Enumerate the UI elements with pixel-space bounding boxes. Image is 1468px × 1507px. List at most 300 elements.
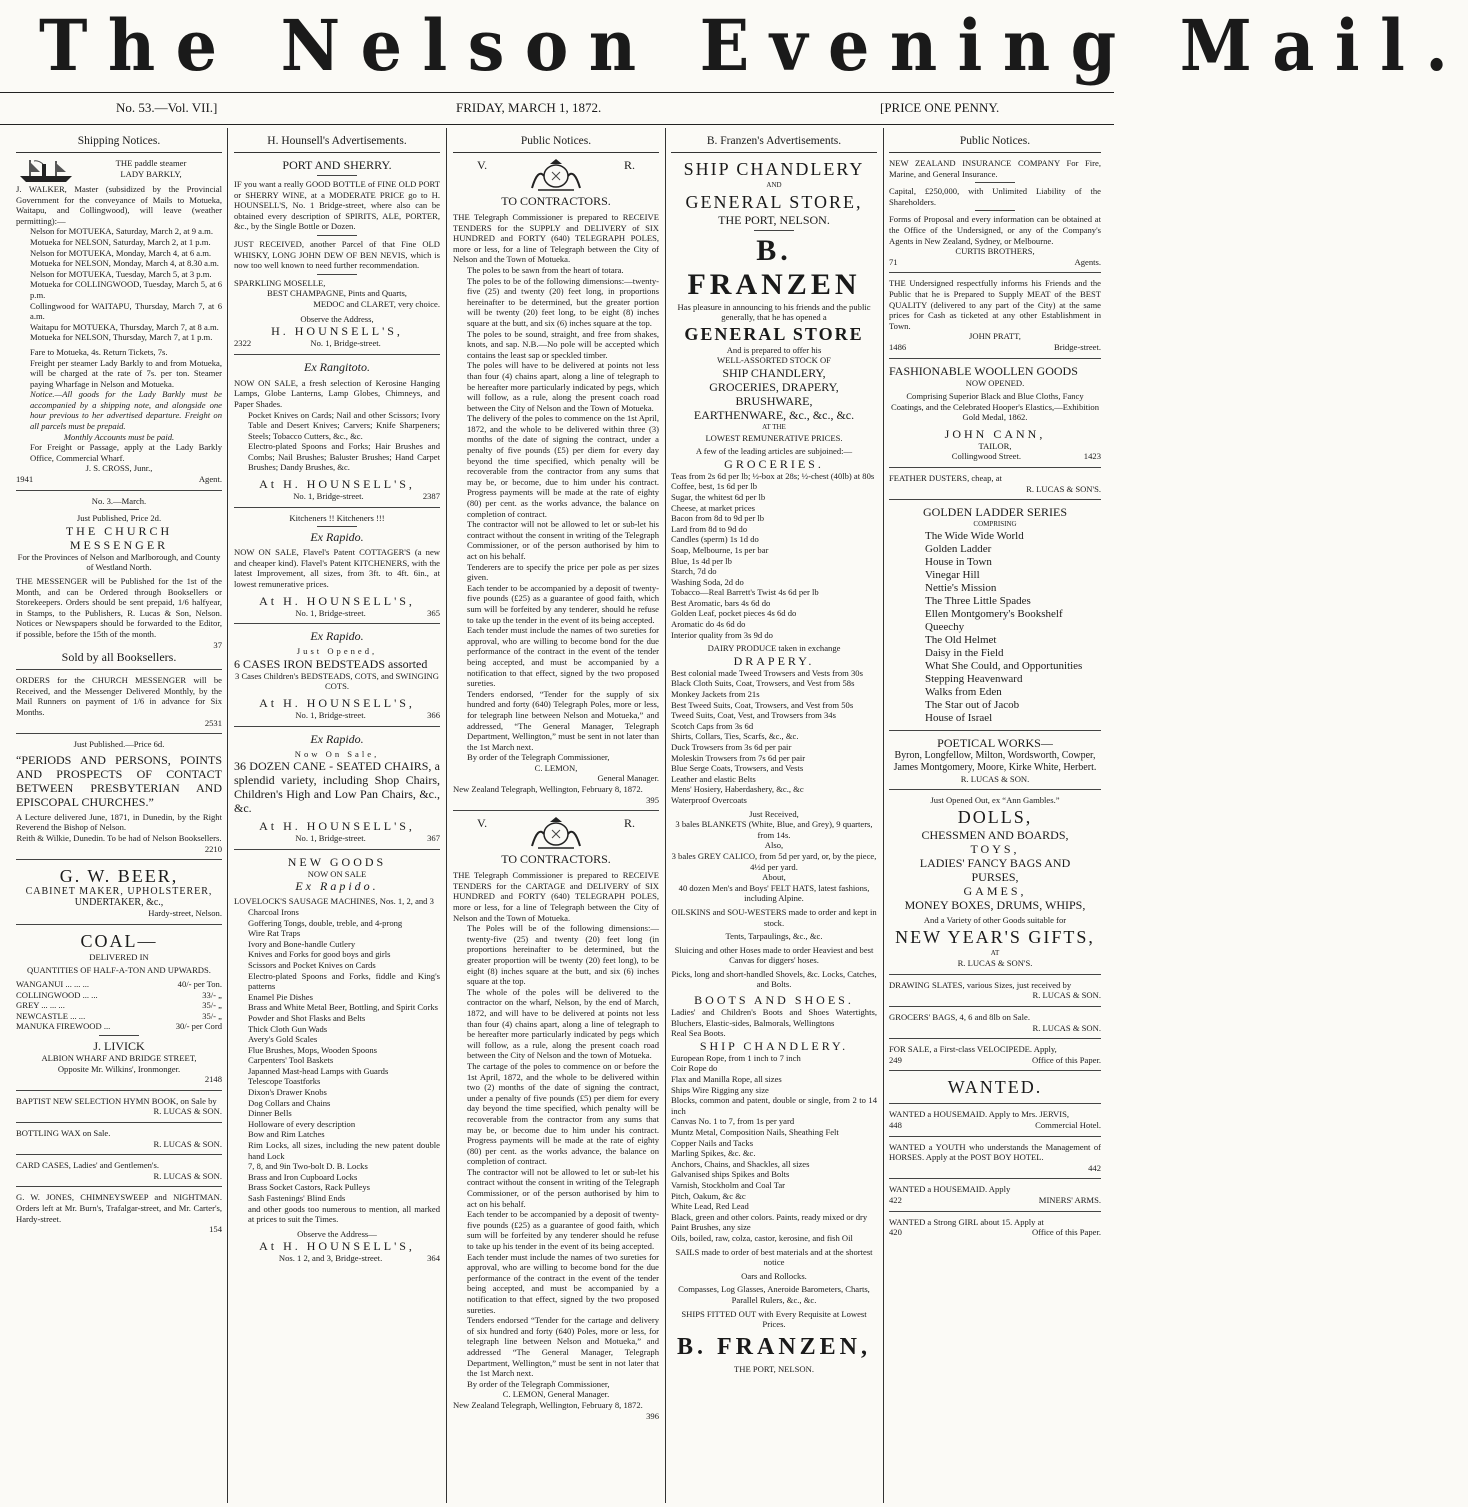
divider bbox=[889, 1211, 1101, 1212]
chandlery-item: Paint Brushes, any size bbox=[671, 1222, 751, 1233]
baptist-body: BAPTIST NEW SELECTION HYMN BOOK, on Sale by bbox=[16, 1095, 217, 1106]
port-sherry-ad bbox=[234, 158, 440, 349]
at-the: AT THE bbox=[762, 422, 786, 431]
section-heading: Public Notices. bbox=[889, 128, 1101, 153]
grocery-item: Blue, 1s 4d per lb bbox=[671, 555, 732, 566]
divider bbox=[889, 1038, 1101, 1039]
divider bbox=[99, 509, 139, 510]
address: Nos. 1 2, and 3, Bridge-street. bbox=[278, 1253, 383, 1264]
variety: And a Variety of other Goods suitable for bbox=[923, 915, 1067, 926]
about: About, bbox=[762, 872, 786, 883]
ladder-item: Nettie's Mission bbox=[925, 581, 997, 594]
blankets: 3 bales BLANKETS (White, Blue, and Grey), 9 quarters, from 14s. bbox=[675, 819, 873, 840]
sailing: Nelson for MOTUEKA, Tuesday, March 5, at 3 p.m. bbox=[30, 268, 212, 279]
goods-item: Electro-plated Spoons and Forks, fiddle and King's patterns bbox=[248, 970, 440, 992]
divider bbox=[16, 924, 222, 925]
divider bbox=[317, 526, 357, 527]
chandlery-item: Anchors, Chains, and Shackles, all sizes bbox=[671, 1158, 810, 1169]
ship-name: Ex Rapido. bbox=[310, 530, 364, 545]
cann-name: JOHN CANN, bbox=[944, 426, 1046, 441]
wanted-ad: WANTED a HOUSEMAID. Apply to Mrs. JERVIS, bbox=[889, 1109, 1070, 1120]
cards-ad bbox=[16, 1160, 222, 1181]
boots-heading: BOOTS AND SHOES. bbox=[694, 993, 854, 1008]
grocery-item: Coffee, best, 1s 6d per lb bbox=[671, 481, 758, 492]
ad-number: 366 bbox=[427, 710, 440, 720]
grocery-item: Interior quality from 3s 9d do bbox=[671, 629, 773, 640]
sea-boots: Real Sea Boots. bbox=[671, 1028, 726, 1039]
drapery-item: Best Tweed Suits, Coat, Trowsers, and Vest from 50s bbox=[671, 699, 854, 710]
notice: Notice.—All goods for the Lady Barkly must be accompanied by a shipping note, and alongside one hour previous to her advertised departure. Freight on all parcels must be prepaid. bbox=[30, 389, 222, 432]
steamer-lead: THE paddle steamer bbox=[115, 158, 187, 168]
tender-supply-ad bbox=[453, 158, 659, 805]
franzen-ad bbox=[671, 158, 877, 1374]
poetical-title: POETICAL WORKS— bbox=[937, 735, 1053, 750]
goods-item: Dixon's Drawer Knobs bbox=[248, 1087, 327, 1098]
boots-body: Ladies' and Children's Boots and Shoes Watertights, Bluchers, Elastic-sides, Balmorals, Wellingtons bbox=[671, 1007, 877, 1028]
church-for: For the Provinces of Nelson and Marlborough, and County of Westland North. bbox=[17, 551, 221, 573]
grocery-item: Golden Leaf, pocket pieces 4s 6d do bbox=[671, 608, 797, 619]
tender-cartage-ad bbox=[453, 816, 659, 1421]
goods-item: and other goods too numerous to mention, all marked at prices to suit the Times. bbox=[248, 1203, 440, 1225]
coal-ad bbox=[16, 930, 222, 1085]
goods-item: Enamel Pie Dishes bbox=[248, 991, 313, 1002]
chandlery-item: Marling Spikes, &c. &c. bbox=[671, 1148, 756, 1159]
poets-seller: R. LUCAS & SON. bbox=[960, 773, 1030, 784]
divider bbox=[889, 467, 1101, 468]
divider bbox=[16, 669, 222, 670]
ladder-item: The Wide Wide World bbox=[925, 529, 1024, 542]
ad-number: 37 bbox=[213, 639, 222, 650]
ladder-item: The Star out of Jacob bbox=[925, 698, 1020, 711]
goods-item: Goffering Tongs, double, treble, and 4-prong bbox=[248, 917, 403, 928]
grocery-item: Starch, 7d do bbox=[671, 566, 717, 577]
divider bbox=[234, 726, 440, 727]
tender-role: General Manager. bbox=[597, 773, 659, 784]
column-rule bbox=[227, 128, 228, 1503]
tender-body: THE Telegraph Commissioner is prepared to RECEIVE TENDERS for the SUPPLY and DELIVERY of SIX HUNDRED and FORTY (640) TELEGRAPH POLES, more or less, for a line of Telegraph between the City of Nelson and the Town of Motueka. bbox=[453, 212, 659, 265]
tender-order: By order of the Telegraph Commissioner, bbox=[467, 752, 610, 763]
drapery-item: Mens' Hosiery, Haberdashery, &c., &c bbox=[671, 784, 804, 795]
port-body: IF you want a really GOOD BOTTLE of FINE OLD PORT or SHERRY WINE, at a MODERATE PRICE go to H. HOUNSELL'S, No. 1 Bridge-street, where also can be obtained every description of SPIRITS, ALE, PORTER, &c., by the Single Bottle or Dozen. bbox=[234, 179, 440, 232]
poetical-ad bbox=[889, 736, 1101, 785]
ladder-item: The Old Helmet bbox=[925, 633, 997, 646]
drapery-item: Blue Serge Coats, Trowsers, and Vests bbox=[671, 763, 804, 774]
ad-number: 442 bbox=[1088, 1162, 1101, 1173]
ad-number: 420 bbox=[889, 1227, 902, 1238]
cots-body: 3 Cases Children's BEDSTEADS, COTS, and SWINGING COTS. bbox=[235, 670, 439, 692]
franzen-name: B. FRANZEN bbox=[687, 233, 861, 301]
coal-price-row: MANUKA FIREWOOD ... 30/- per Cord bbox=[16, 1021, 222, 1032]
divider bbox=[889, 730, 1101, 731]
ad-number: 2148 bbox=[204, 1074, 222, 1085]
sailing: Motueka for COLLINGWOOD, Tuesday, March 5, at 6 p.m. bbox=[30, 279, 222, 300]
tender-para: Each tender to be accompanied by a deposit of twenty-five pounds (£25) as a guarantee of good faith, which sum will be forfeited by any tenderer should he refuse to take up his tender in the event of its being accepted. bbox=[467, 1209, 659, 1252]
grocers-seller: R. LUCAS & SON. bbox=[1032, 1022, 1101, 1033]
goods-item: Rim Locks, all sizes, including the new patent double hand Lock bbox=[248, 1140, 440, 1161]
drapery-list bbox=[671, 668, 877, 806]
livick-address: ALBION WHARF AND BRIDGE STREET, bbox=[41, 1053, 197, 1064]
groceries-heading: GROCERIES. bbox=[724, 456, 824, 471]
wanted-address: Office of this Paper. bbox=[1031, 1227, 1101, 1238]
kitcheners-ad bbox=[234, 513, 440, 619]
games: GAMES, bbox=[963, 884, 1027, 899]
sailing: Motueka for NELSON, Monday, March 4, at 8.30 a.m. bbox=[30, 258, 219, 269]
chairs-ad bbox=[234, 732, 440, 844]
tender-para: The delivery of the poles to commence on the 1st April, 1872, and the whole to be delivered within three (3) months of the date of signing the contract, under a penalty of five pounds (£5) per diem for every day beyond the time specified, which penalty will be recoverable from the contractor from any sums that may be, or become, due to him under his contract. Progress payments will be made at the rate of eighty (80) per cent. as the works advance, the balance on completion of contract. bbox=[467, 413, 659, 519]
baptist-ad bbox=[16, 1096, 222, 1117]
feather-body: FEATHER DUSTERS, cheap, at bbox=[889, 473, 1002, 484]
insurance-forms: Forms of Proposal and every information can be obtained at the Office of the Undersigned, or any of the Company's Agents in New Zealand, Sydney, or Melbourne. bbox=[889, 214, 1101, 246]
grocery-list bbox=[671, 471, 877, 641]
ad-number: 2531 bbox=[204, 717, 222, 728]
chandlery-item: Galvanised ships Spikes and Bolts bbox=[671, 1169, 790, 1180]
ad-number: 422 bbox=[889, 1194, 902, 1205]
pleasure: Has pleasure in announcing to his friends and the public generally, that he has opened a bbox=[677, 301, 871, 323]
bottling-ad bbox=[16, 1128, 222, 1149]
tender-place: New Zealand Telegraph, Wellington, February 8, 1872. bbox=[453, 784, 643, 795]
ladder-item: The Three Little Spades bbox=[925, 594, 1031, 607]
pratt-body: THE Undersigned respectfully informs his Friends and the Public that he is Prepared to Supply MEAT of the BEST QUALITY (delivered to any part of the City) at the same prices for Cash as ticketed at any other Establishment in Town. bbox=[889, 278, 1101, 331]
ad-number: 249 bbox=[889, 1054, 902, 1065]
ship-chandlery-title: SHIP CHANDLERY bbox=[683, 159, 865, 179]
divider bbox=[453, 810, 659, 811]
ad-number: 364 bbox=[427, 1253, 440, 1264]
chandlery-item: Canvas No. 1 to 7, from 1s per yard bbox=[671, 1116, 795, 1127]
ladder-list bbox=[889, 530, 1101, 725]
tender-signatory: C. LEMON, General Manager. bbox=[502, 1389, 610, 1400]
hounsell-name: At H. HOUNSELL'S, bbox=[259, 696, 415, 710]
gifts-seller: R. LUCAS & SON'S. bbox=[957, 958, 1033, 969]
hounsell-name: H. HOUNSELL'S, bbox=[271, 324, 403, 339]
periods-ad bbox=[16, 739, 222, 854]
apply: For Freight or Passage, apply at the Lady Barkly Office, Commercial Wharf. bbox=[30, 442, 222, 463]
gifts-title: NEW YEAR'S GIFTS, bbox=[895, 926, 1095, 947]
moselle: SPARKLING MOSELLE, bbox=[234, 277, 326, 288]
chandlery-item: Oils, boiled, raw, colza, castor, kerosine, and fish Oil bbox=[671, 1232, 853, 1243]
divider bbox=[889, 358, 1101, 359]
grocery-item: Best Aromatic, bars 4s 6d do bbox=[671, 597, 771, 608]
jones-ad bbox=[16, 1192, 222, 1234]
spoons-body: Electro-plated Spoons and Forks; Hair Brushes and Combs; Nail Brushes; Baluster Brushes; Hand Carpet Brushes; Dandy Brushes, &c. bbox=[248, 441, 440, 473]
chandlery-heading: SHIP CHANDLERY. bbox=[699, 1038, 849, 1053]
grocers-bags-ad bbox=[889, 1012, 1101, 1033]
sails: SAILS made to order of best materials and at the shortest notice bbox=[675, 1246, 873, 1268]
hounsell-name: At H. HOUNSELL'S, bbox=[259, 593, 415, 608]
purses: PURSES, bbox=[971, 870, 1019, 885]
coal-sub: DELIVERED IN bbox=[89, 951, 149, 962]
church-messenger-ad bbox=[16, 496, 222, 665]
tender-para: The cartage of the poles to commence on or before the 1st April, 1872, and the whole to be delivered within two (2) months of the date of signing the contract, under a penalty of five pounds (£5) per diem for every day beyond the time specified, which penalty will be recoverable from the contractor from any sums that may be, or become due to him under his contract. Progress payments will be made at the rate of eighty (80) per cent. as the works advance, the balance on completion of contract. bbox=[467, 1060, 659, 1167]
ad-number: 396 bbox=[646, 1410, 659, 1421]
bedsteads-ad bbox=[234, 629, 440, 720]
goods-item: Ivory and Bone-handle Cutlery bbox=[248, 938, 356, 949]
drapery-item: Monkey Jackets from 21s bbox=[671, 689, 760, 700]
church-number: No. 3.—March. bbox=[91, 495, 147, 506]
velocipede-body: FOR SALE, a First-class VELOCIPEDE. Apply, bbox=[889, 1044, 1057, 1055]
bags: LADIES' FANCY BAGS AND bbox=[919, 856, 1071, 871]
drapery-item: Duck Trowsers from 3s 6d per pair bbox=[671, 742, 792, 752]
ship-name: Ex Rapido. bbox=[295, 879, 379, 894]
lovelock-body: LOVELOCK'S SAUSAGE MACHINES, Nos. 1, 2, and 3 bbox=[234, 896, 434, 907]
tender-para: The poles to be sawn from the heart of totara. bbox=[467, 264, 624, 275]
grocery-item: Washing Soda, 2d do bbox=[671, 576, 744, 587]
divider bbox=[889, 1136, 1101, 1137]
ladder-item: House of Israel bbox=[925, 711, 993, 724]
goods-list bbox=[234, 907, 440, 1225]
chandlery-item: Muntz Metal, Composition Nails, Sheathing Felt bbox=[671, 1127, 839, 1137]
address: No. 1, Bridge-street. bbox=[310, 338, 381, 349]
steamer-body: J. WALKER, Master (subsidized by the Provincial Government for the conveyance of Mails to Motueka, Waitapu, and Collingwood), will leave (weather permitting):— bbox=[16, 184, 222, 226]
divider bbox=[975, 182, 1015, 183]
insurance-title: NEW ZEALAND INSURANCE COMPANY For Fire, Marine, and General Insurance. bbox=[889, 158, 1101, 179]
vr-v: V. bbox=[477, 816, 488, 831]
ad-number: 71 bbox=[889, 256, 898, 267]
grocery-item: Bacon from 8d to 9d per lb bbox=[671, 513, 765, 524]
column-rule bbox=[446, 128, 447, 1503]
goods-item: Powder and Shot Flasks and Belts bbox=[248, 1012, 366, 1023]
sailing: Nelson for MOTUEKA, Saturday, March 2, at 9 a.m. bbox=[30, 226, 213, 237]
ad-number: 1423 bbox=[1083, 451, 1101, 462]
agent-role: Agents. bbox=[1074, 256, 1101, 267]
picks: Picks, long and short-handled Shovels, &c. Locks, Catches, and Bolts. bbox=[671, 968, 877, 990]
ship-name: Ex Rangitoto. bbox=[304, 359, 370, 374]
ship-name: Ex Rapido. bbox=[310, 731, 364, 746]
pratt-ad bbox=[889, 278, 1101, 352]
cards-seller: R. LUCAS & SON. bbox=[153, 1170, 222, 1181]
beer-name: G. W. BEER, bbox=[59, 866, 179, 887]
kitcheners-title: Kitcheners !! Kitcheners !!! bbox=[289, 512, 385, 523]
divider bbox=[975, 210, 1015, 211]
column-rule bbox=[883, 128, 884, 1503]
grocery-item: Aromatic do 4s 6d do bbox=[671, 619, 746, 630]
ladder-sub: COMPRISING bbox=[973, 520, 1017, 529]
money-boxes: MONEY BOXES, DRUMS, WHIPS, bbox=[904, 898, 1086, 913]
tender-para: The contractor will not be allowed to let or sub-let his contract without the consent in writing of the Telegraph Commissioner, or of the person authorised by him to act on his behalf. bbox=[467, 1166, 659, 1209]
divider bbox=[16, 1090, 222, 1091]
cards-body: CARD CASES, Ladies' and Gentlemen's. bbox=[16, 1160, 159, 1171]
section-heading: H. Hounsell's Advertisements. bbox=[234, 128, 440, 153]
pratt-address: Bridge-street. bbox=[1053, 341, 1101, 352]
agent-name: J. S. CROSS, Junr., bbox=[85, 463, 153, 474]
sailing: Collingwood for WAITAPU, Thursday, March 7, at 6 a.m. bbox=[30, 300, 222, 322]
rangitoto-ad bbox=[234, 360, 440, 502]
just-opened: Just Opened, bbox=[296, 646, 378, 657]
tender-place: New Zealand Telegraph, Wellington, February 8, 1872. bbox=[453, 1399, 643, 1410]
chandlery-item: Coir Rope do bbox=[671, 1063, 718, 1074]
port-address: THE PORT, NELSON. bbox=[718, 212, 830, 227]
goods-item: Brass Socket Castors, Rack Pulleys bbox=[248, 1182, 370, 1193]
wanted-ad: WANTED a YOUTH who understands the Management of HORSES. Apply at the POST BOY HOTEL. bbox=[889, 1141, 1101, 1163]
chessmen: CHESSMEN AND BOARDS, bbox=[921, 828, 1069, 843]
column-franzen bbox=[671, 128, 877, 1503]
goods-item: Dinner Bells bbox=[248, 1108, 292, 1119]
orders-ad bbox=[16, 675, 222, 728]
ladder-item: House in Town bbox=[925, 555, 992, 568]
feather-ad bbox=[889, 473, 1101, 494]
goods-item: Thick Cloth Gun Wads bbox=[248, 1023, 328, 1034]
ladder-item: Golden Ladder bbox=[925, 542, 992, 555]
stock-earthenware: EARTHENWARE, &c., &c., &c. bbox=[693, 407, 855, 422]
toys: TOYS, bbox=[970, 842, 1020, 857]
port-address: THE PORT, NELSON. bbox=[733, 1363, 814, 1374]
column-hounsell bbox=[234, 128, 440, 1503]
at-word: AT bbox=[990, 948, 1000, 957]
divider bbox=[889, 272, 1101, 273]
dateline-rule bbox=[0, 124, 1114, 125]
ad-number: 395 bbox=[646, 794, 659, 805]
goods-item: Wire Rat Traps bbox=[248, 928, 301, 939]
divider bbox=[317, 274, 357, 275]
drapery-item: Scotch Caps from 3s 6d bbox=[671, 720, 754, 731]
franzen-name: B. FRANZEN, bbox=[676, 1333, 871, 1360]
divider bbox=[234, 849, 440, 850]
hounsell-name: At H. HOUNSELL'S, bbox=[259, 819, 415, 834]
church-sold: Sold by all Booksellers. bbox=[61, 650, 177, 665]
goods-item: Carpenters' Tool Baskets bbox=[248, 1055, 334, 1066]
drapery-item: Shirts, Collars, Ties, Scarfs, &c., &c. bbox=[671, 731, 799, 742]
divider bbox=[889, 1103, 1101, 1104]
ladder-item: Walks from Eden bbox=[925, 685, 1002, 698]
insurance-ad bbox=[889, 158, 1101, 267]
cann-address: Collingwood Street. bbox=[951, 451, 1022, 462]
chandlery-item: White Lead, Red Lead bbox=[671, 1201, 749, 1212]
observe: Observe the Address— bbox=[297, 1228, 377, 1239]
divider bbox=[889, 499, 1101, 500]
prepared: And is prepared to offer his bbox=[726, 344, 822, 355]
new-goods-ad bbox=[234, 855, 440, 1264]
goods-item: Telescope Toastforks bbox=[248, 1076, 321, 1087]
goods-item: Charcoal Irons bbox=[248, 906, 299, 917]
agent-role: Agent. bbox=[198, 474, 222, 485]
royal-crest-icon bbox=[528, 816, 584, 850]
chandlery-item: Ships Wire Rigging any size bbox=[671, 1084, 769, 1095]
divider bbox=[889, 1070, 1101, 1071]
woollen-title: FASHIONABLE WOOLLEN GOODS bbox=[889, 363, 1078, 378]
livick-name: J. LIVICK bbox=[93, 1039, 145, 1054]
dolls-ad bbox=[889, 795, 1101, 968]
calico: 3 bales GREY CALICO, from 5d per yard, or, by the piece, 4½d per yard. bbox=[671, 850, 877, 872]
periods-body: A Lecture delivered June, 1871, in Dunedin, by the Right Reverend the Bishop of Nelson. bbox=[16, 811, 222, 833]
leading-articles: A few of the leading articles are subjoined:— bbox=[695, 446, 853, 457]
grocery-item: Teas from 2s 6d per lb; ½-box at 28s; ½-chest (40lb) at 80s bbox=[671, 470, 875, 481]
goods-item: Bow and Rim Latches bbox=[248, 1129, 325, 1140]
ad-number: 1941 bbox=[16, 474, 34, 485]
divider bbox=[889, 789, 1101, 790]
slates-ad bbox=[889, 980, 1101, 1001]
divider bbox=[16, 859, 222, 860]
grocers-body: GROCERS' BAGS, 4, 6 and 8lb on Sale. bbox=[889, 1012, 1030, 1022]
address: No. 1, Bridge-street. bbox=[295, 833, 366, 844]
address: No. 1, Bridge-street. bbox=[295, 607, 366, 618]
whisky-body: JUST RECEIVED, another Parcel of that Fine OLD WHISKY, LONG JOHN DEW OF BEN NEVIS, which is now too well known to need further recommendation. bbox=[234, 238, 440, 271]
bottling-seller: R. LUCAS & SON. bbox=[153, 1138, 222, 1149]
divider bbox=[16, 1186, 222, 1187]
sluicing: Sluicing and other Hoses made to order Heaviest and best Canvas for diggers' hoses. bbox=[674, 944, 874, 966]
tender-para: The contractor will not be allowed to let or sub-let his contract without the consent in writing of the Telegraph Commissioner, or of the person authorised by him to act on his behalf. bbox=[467, 519, 659, 561]
orders-body: ORDERS for the CHURCH MESSENGER will be Received, and the Messenger Delivered Monthly, by the Mail Runners on payment of 1/6 in advance for Six Months. bbox=[16, 675, 222, 717]
sailing: Waitapu for MOTUEKA, Thursday, March 7, at 8 a.m. bbox=[30, 321, 219, 332]
goods-item: Japanned Mast-head Lamps with Guards bbox=[248, 1065, 389, 1076]
tender-para: Tenders endorsed “Tender for the cartage and delivery of six hundred and forty (640) Poles, more or less, for telegraph line between Nelson and Motueka,” and addressed “The General Manager, Telegraph Department, Wellington,” must be sent in not later that the 1st March next. bbox=[467, 1315, 659, 1379]
vr-v: V. bbox=[477, 158, 488, 172]
chairs-body: 36 DOZEN CANE - SEATED CHAIRS, a splendid variety, including Shop Chairs, Children's High and Low Pan Chairs, &c., &c. bbox=[234, 759, 440, 816]
wanted-address: MINERS' ARMS. bbox=[1038, 1194, 1101, 1205]
observe: Observe the Address, bbox=[300, 313, 374, 324]
divider bbox=[889, 974, 1101, 975]
divider bbox=[234, 623, 440, 624]
drapery-item: Black Cloth Suits, Coat, Trowsers, and Vest from 58s bbox=[671, 678, 855, 689]
grocery-item: Cheese, at market prices bbox=[671, 502, 755, 513]
ladder-item: Stepping Heavenward bbox=[925, 672, 1023, 685]
grocery-item: Tobacco—Real Barrett's Twist 4s 6d per lb bbox=[671, 587, 819, 598]
stock-chandlery: SHIP CHANDLERY, bbox=[722, 365, 826, 380]
tents: Tents, Tarpaulings, &c., &c. bbox=[725, 931, 823, 942]
knives-body: Pocket Knives on Cards; Nail and other Scissors; Ivory Table and Desert Knives; Carvers; Knife Sharpeners; Steels; Tobacco Cutters, &c., &c. bbox=[248, 409, 440, 441]
dolls-title: DOLLS, bbox=[957, 807, 1033, 828]
divider bbox=[889, 1006, 1101, 1007]
wanted-ad: WANTED a HOUSEMAID. Apply bbox=[889, 1184, 1011, 1195]
coal-title: COAL— bbox=[80, 930, 158, 951]
ladder-item: Ellen Montgomery's Bookshelf bbox=[925, 607, 1063, 620]
woollen-body: Comprising Superior Black and Blue Cloths, Fancy Coatings, and the Celebrated Hooper's Elastics,—Exhibition Gold Medal, 1862. bbox=[891, 391, 1099, 423]
lamps-body: NOW ON SALE, a fresh selection of Kerosine Hanging Lamps, Globe Lanterns, Lamp Globes, Chimneys, and Paper Shades. bbox=[234, 377, 440, 409]
periods-published: Just Published.—Price 6d. bbox=[73, 739, 165, 750]
ad-number: 2387 bbox=[422, 491, 440, 502]
church-published: Just Published, Price 2d. bbox=[76, 513, 162, 524]
divider bbox=[16, 733, 222, 734]
divider bbox=[317, 235, 357, 236]
jones-body: G. W. JONES, CHIMNEYSWEEP and NIGHTMAN. Orders left at Mr. Burn's, Trafalgar-street, and Mr. Carter's, Hardy-street. bbox=[16, 1192, 222, 1224]
chandlery-list bbox=[671, 1053, 877, 1244]
contractors-title: TO CONTRACTORS. bbox=[501, 194, 611, 208]
feather-seller: R. LUCAS & SON'S. bbox=[1026, 483, 1101, 494]
ladder-item: Queechy bbox=[925, 620, 965, 633]
livick-opposite: Opposite Mr. Wilkins', Ironmonger. bbox=[57, 1063, 181, 1074]
chandlery-item: Pitch, Oakum, &c &c bbox=[671, 1190, 746, 1201]
dateline bbox=[0, 100, 1114, 122]
monthly-accounts: Monthly Accounts must be paid. bbox=[63, 431, 175, 442]
baptist-seller: R. LUCAS & SON. bbox=[153, 1106, 222, 1117]
slates-body: DRAWING SLATES, various Sizes, just received by bbox=[889, 979, 1072, 990]
just-received: Just Received, bbox=[749, 808, 799, 819]
chandlery-item: Blocks, common and patent, double or single, from 2 to 14 inch bbox=[671, 1095, 877, 1116]
fare: Fare to Motueka, 4s. Return Tickets, 7s. bbox=[30, 346, 168, 357]
vr-r: R. bbox=[623, 158, 635, 172]
section-heading: B. Franzen's Advertisements. bbox=[671, 128, 877, 153]
sailing: Motueka for NELSON, Thursday, March 7, at 1 p.m. bbox=[30, 332, 213, 343]
chandlery-item: Varnish, Stockholm and Coal Tar bbox=[671, 1179, 786, 1190]
general-store-title: GENERAL STORE, bbox=[685, 191, 863, 212]
ad-number: 2322 bbox=[234, 338, 252, 349]
divider bbox=[234, 354, 440, 355]
oars: Oars and Rollocks. bbox=[741, 1270, 807, 1281]
divider bbox=[99, 1035, 139, 1036]
column-shipping bbox=[16, 128, 222, 1503]
steamer-name: LADY BARKLY, bbox=[120, 168, 182, 179]
now-opened: NOW OPENED. bbox=[965, 377, 1025, 388]
periods-seller: Reith & Wilkie, Dunedin. To be had of Nelson Booksellers. bbox=[16, 832, 222, 843]
grocery-item: Lard from 8d to 9d do bbox=[671, 523, 748, 534]
freight: Freight per steamer Lady Barkly to and from Motueka, will be charged at the rate of 7s. per ton. Steamer paying Wharfage in Nelson and Motueka. bbox=[30, 357, 222, 389]
section-heading: Shipping Notices. bbox=[16, 128, 222, 153]
drapery-heading: DRAPERY. bbox=[733, 653, 815, 668]
chandlery-item: Black, green and other colors. Paints, ready mixed or dry bbox=[671, 1211, 868, 1222]
issue-date: FRIDAY, MARCH 1, 1872. bbox=[456, 100, 602, 115]
goods-item: Sash Fastenings' Blind Ends bbox=[248, 1193, 346, 1203]
tender-body: THE Telegraph Commissioner is prepared to RECEIVE TENDERS for the CARTAGE and DELIVERY of SIX HUNDRED and FORTY (640) TELEGRAPH POLES, more or less, for a line of Telegraph between the City of Nelson and the Town of Motueka. bbox=[453, 870, 659, 923]
now-on-sale: Now On Sale, bbox=[294, 748, 380, 759]
ad-number: 365 bbox=[427, 607, 440, 618]
